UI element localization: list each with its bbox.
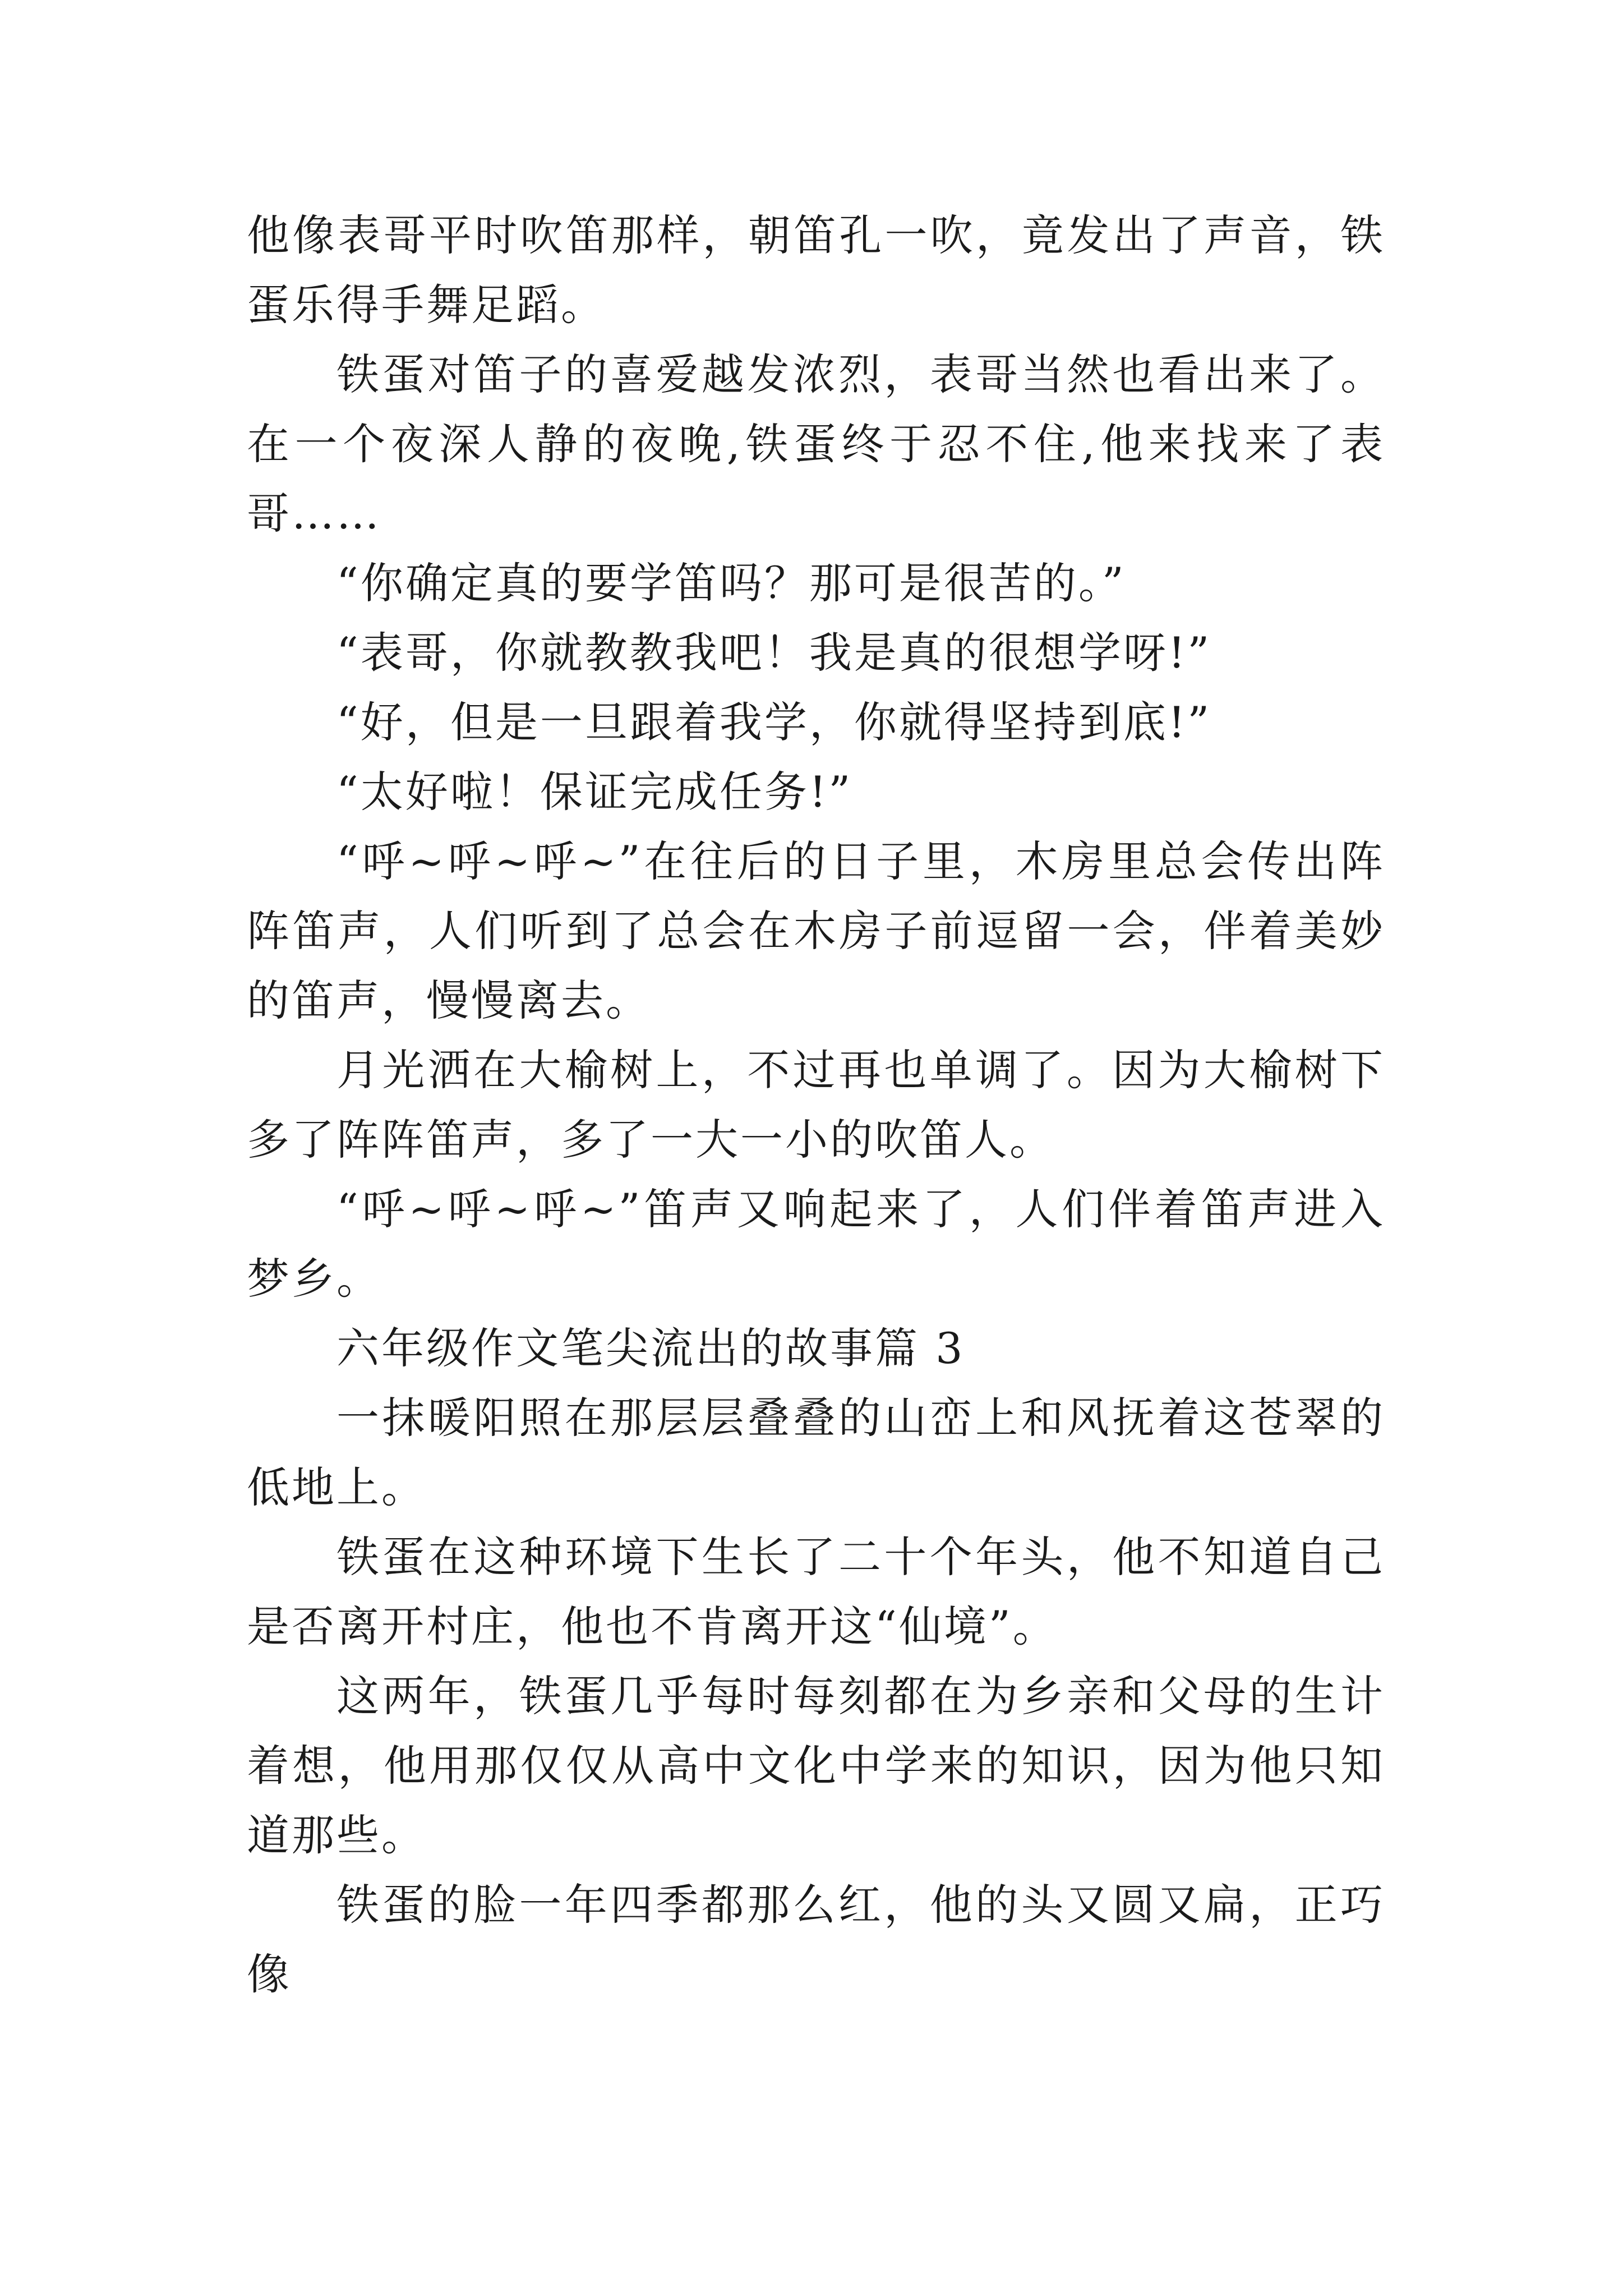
paragraph: 月光洒在大榆树上，不过再也单调了。因为大榆树下多了阵阵笛声，多了一大一小的吹笛人。 (247, 1045, 1385, 1165)
dialogue-line: “好，但是一旦跟着我学，你就得坚持到底!” (336, 697, 1212, 747)
paragraph: 铁蛋在这种环境下生长了二十个年头，他不知道自己是否离开村庄，他也不肯离开这“仙境”。 (247, 1532, 1385, 1651)
dialogue-line: “表哥，你就教教我吧！我是真的很想学呀!” (336, 628, 1212, 678)
dialogue-line: “太好啦！保证完成任务!” (336, 767, 853, 817)
paragraph: 这两年，铁蛋几乎每时每刻都在为乡亲和父母的生计着想，他用那仅仅从高中文化中学来的知识，因为他只知道那些。 (247, 1671, 1385, 1860)
paragraph: “呼~呼~呼~”笛声又响起来了，人们伴着笛声进入梦乡。 (247, 1184, 1385, 1304)
section-title: 六年级作文笔尖流出的故事篇 3 (336, 1323, 965, 1373)
paragraph: “呼~呼~呼~”在往后的日子里，木房里总会传出阵阵笛声，人们听到了总会在木房子前逗留一会，伴着美妙的笛声，慢慢离去。 (247, 836, 1385, 1025)
paragraph: 铁蛋对笛子的喜爱越发浓烈，表哥当然也看出来了。在一个夜深人静的夜晚,铁蛋终于忍不住,他来找来了表哥…… (247, 349, 1385, 539)
paragraph: 一抹暖阳照在那层层叠叠的山峦上和风抚着这苍翠的低地上。 (247, 1393, 1385, 1512)
document-body (247, 201, 1385, 2009)
dialogue-line: “你确定真的要学笛吗？那可是很苦的。” (336, 558, 1126, 608)
paragraph-continuation: 他像表哥平时吹笛那样，朝笛孔一吹，竟发出了声音，铁蛋乐得手舞足蹈。 (247, 210, 1385, 330)
paragraph: 铁蛋的脸一年四季都那么红，他的头又圆又扁，正巧像 (247, 1880, 1385, 1999)
